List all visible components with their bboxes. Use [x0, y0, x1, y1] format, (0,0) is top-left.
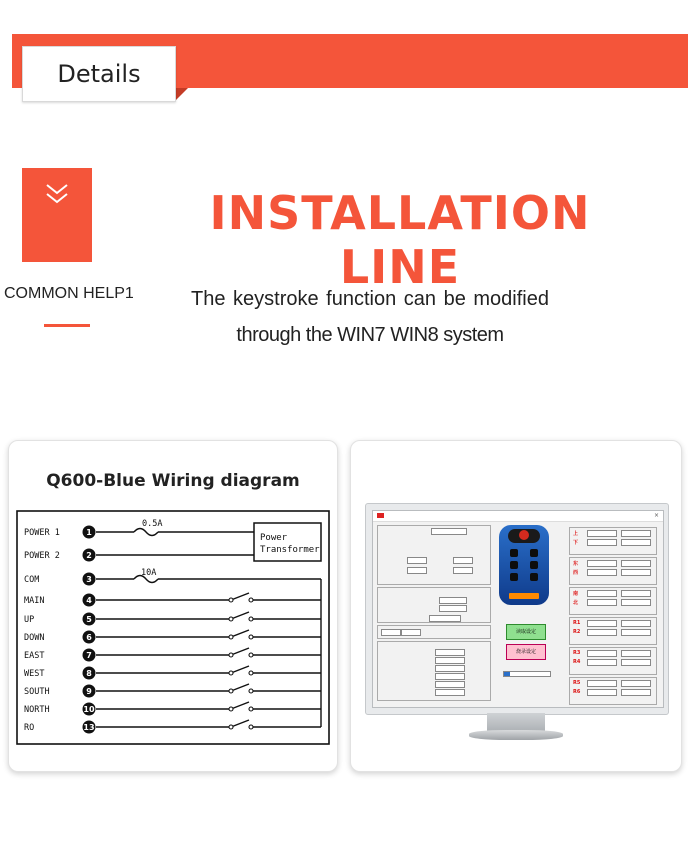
select-field[interactable] [439, 605, 467, 612]
relay-select[interactable] [621, 599, 651, 606]
select-field[interactable] [435, 681, 465, 688]
emergency-stop-icon [519, 530, 529, 540]
text-field[interactable] [453, 557, 473, 564]
terminal-label: COM [24, 575, 40, 585]
transformer-label-line2: Transformer [260, 545, 320, 555]
software-card [350, 440, 682, 772]
terminal-number: 6 [86, 633, 92, 642]
relay-switch [231, 648, 249, 655]
write-settings-button[interactable]: 烧录设定 [506, 644, 546, 660]
relay-select[interactable] [621, 629, 651, 636]
details-label: Details [57, 60, 141, 88]
remote-button [510, 573, 518, 581]
text-field[interactable] [407, 567, 427, 574]
relay-label: 东 [573, 561, 579, 567]
select-field[interactable] [435, 657, 465, 664]
switch-contact [229, 653, 233, 657]
relay-select[interactable] [621, 680, 651, 687]
read-settings-button[interactable]: 读取设定 [506, 624, 546, 640]
relay-switch [231, 666, 249, 673]
common-help-label: COMMON HELP1 [4, 285, 134, 302]
double-chevron-down-icon [44, 182, 70, 208]
select-field[interactable] [435, 649, 465, 656]
progress-fill [504, 672, 510, 676]
terminal-number: 5 [86, 615, 92, 624]
wiring-diagram [9, 441, 337, 771]
relay-select[interactable] [621, 560, 651, 567]
relay-label: 南 [573, 591, 579, 597]
monitor-stand-base [469, 730, 563, 740]
relay-select[interactable] [587, 599, 617, 606]
terminal-number: 10 [83, 705, 95, 714]
switch-contact [249, 671, 253, 675]
details-tab [22, 46, 176, 102]
progress-slider[interactable] [503, 671, 551, 677]
select-field[interactable] [381, 629, 401, 636]
remote-button [530, 561, 538, 569]
subtitle-line-2: through the WIN7 WIN8 system [236, 324, 504, 346]
relay-select[interactable] [587, 689, 617, 696]
switch-contact [249, 617, 253, 621]
relay-select[interactable] [621, 530, 651, 537]
relay-switch [231, 612, 249, 619]
switch-contact [229, 598, 233, 602]
terminal-label: EAST [24, 651, 45, 661]
relay-select[interactable] [587, 590, 617, 597]
relay-select[interactable] [621, 569, 651, 576]
relay-label: R4 [573, 659, 581, 665]
remote-button [510, 561, 518, 569]
wiring-diagram-title: Q600-Blue Wiring diagram [46, 471, 300, 491]
relay-select[interactable] [621, 539, 651, 546]
terminal-number: 4 [86, 596, 92, 605]
terminal-label: UP [24, 615, 35, 625]
relay-label: R5 [573, 680, 581, 686]
relay-select[interactable] [587, 620, 617, 627]
relay-select[interactable] [587, 530, 617, 537]
terminal-label: RO [24, 723, 35, 733]
relay-label: R2 [573, 629, 581, 635]
select-field[interactable] [439, 597, 467, 604]
terminal-number: 13 [83, 723, 95, 732]
relay-switch [231, 720, 249, 727]
switch-contact [229, 635, 233, 639]
terminal-number: 8 [86, 669, 92, 678]
relay-label: R1 [573, 620, 581, 626]
terminal-label: WEST [24, 669, 45, 679]
text-field[interactable] [453, 567, 473, 574]
details-tab-notch [174, 88, 188, 102]
relay-select[interactable] [587, 560, 617, 567]
relay-select[interactable] [621, 659, 651, 666]
switch-contact [249, 653, 253, 657]
switch-contact [229, 689, 233, 693]
terminal-number: 1 [86, 528, 92, 537]
switch-contact [229, 617, 233, 621]
remote-button [530, 549, 538, 557]
relay-select[interactable] [587, 569, 617, 576]
relay-select[interactable] [621, 620, 651, 627]
relay-select[interactable] [587, 659, 617, 666]
relay-select[interactable] [587, 539, 617, 546]
relay-switch [231, 630, 249, 637]
select-field[interactable] [435, 689, 465, 696]
switch-contact [249, 707, 253, 711]
switch-contact [249, 725, 253, 729]
section-icon-block [22, 168, 92, 262]
relay-select[interactable] [621, 590, 651, 597]
terminal-label: DOWN [24, 633, 45, 643]
help-underline [44, 324, 90, 327]
transformer-label-line1: Power [260, 533, 288, 543]
select-field[interactable] [401, 629, 421, 636]
subtitle-line-1: The keystroke function can be modified [191, 288, 549, 310]
relay-switch [231, 684, 249, 691]
remote-button [510, 549, 518, 557]
relay-switch [231, 702, 249, 709]
switch-contact [249, 598, 253, 602]
fuse-rating-1: 0.5A [142, 519, 163, 529]
switch-contact [249, 635, 253, 639]
switch-contact [229, 725, 233, 729]
relay-select[interactable] [587, 650, 617, 657]
switch-contact [229, 707, 233, 711]
relay-label: 北 [573, 600, 579, 606]
select-field[interactable] [435, 665, 465, 672]
app-logo-icon [377, 513, 384, 518]
relay-label: R6 [573, 689, 581, 695]
terminal-number: 7 [86, 651, 92, 660]
terminal-number: 3 [86, 575, 92, 584]
switch-contact [229, 671, 233, 675]
relay-label: 西 [573, 570, 579, 576]
fuse-symbol [134, 529, 158, 536]
monitor-stand-neck [487, 713, 545, 731]
terminal-label: POWER 1 [24, 528, 60, 538]
relay-label: 下 [573, 540, 579, 546]
terminal-number: 9 [86, 687, 92, 696]
relay-select[interactable] [621, 650, 651, 657]
relay-label: R3 [573, 650, 581, 656]
text-field[interactable] [407, 557, 427, 564]
terminal-number: 2 [86, 551, 92, 560]
relay-label: 上 [573, 531, 579, 537]
terminal-label: POWER 2 [24, 551, 60, 561]
remote-control-image [499, 525, 549, 605]
select-field[interactable] [431, 528, 467, 535]
select-field[interactable] [435, 673, 465, 680]
relay-select[interactable] [587, 629, 617, 636]
window-titlebar [373, 511, 663, 522]
remote-brand-label [509, 593, 539, 599]
switch-contact [249, 689, 253, 693]
terminal-label: NORTH [24, 705, 50, 715]
fuse-rating-2: 10A [141, 568, 157, 578]
relay-select[interactable] [587, 680, 617, 687]
close-icon[interactable]: × [653, 512, 659, 519]
remote-button [530, 573, 538, 581]
terminal-label: SOUTH [24, 687, 50, 697]
settings-group-4 [377, 641, 491, 701]
software-screen [372, 510, 664, 708]
wiring-diagram-card [8, 440, 338, 772]
select-field[interactable] [429, 615, 461, 622]
relay-switch [231, 593, 249, 600]
terminal-label: MAIN [24, 596, 45, 606]
monitor [365, 503, 669, 715]
relay-select[interactable] [621, 689, 651, 696]
page-title: INSTALLATION LINE [209, 186, 591, 294]
